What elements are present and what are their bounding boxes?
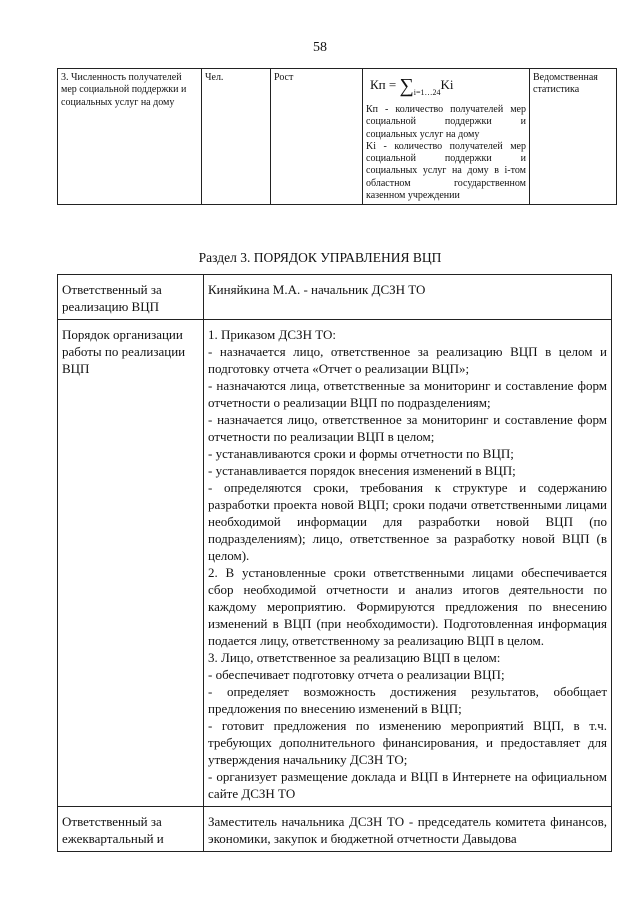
management-table [57, 274, 612, 852]
content-line: - устанавливаются сроки и формы отчетности по ВЦП; [208, 446, 514, 461]
indicator-source-cell: Ведомственная статистика [530, 69, 617, 205]
row-content [204, 320, 612, 807]
content-line: 3. Лицо, ответственное за реализацию ВЦП в целом: [208, 650, 501, 665]
table-row [58, 275, 612, 320]
content-line: - обеспечивает подготовку отчета о реализации ВЦП; [208, 667, 505, 682]
table-row [58, 320, 612, 807]
page-number: 58 [313, 40, 327, 55]
content-line: - назначается лицо, ответственное за реализацию ВЦП в целом и подготовку отчета «Отчет о реализации ВЦП»; [208, 344, 607, 376]
content-line: - устанавливается порядок внесения изменений в ВЦП; [208, 463, 516, 478]
indicator-table [57, 68, 617, 205]
row-label: Ответственный за реализацию ВЦП [58, 275, 204, 320]
content-line: Заместитель начальника ДСЗН ТО - председатель комитета финансов, экономики, закупок и бюджетной отчетности Давыдова [208, 814, 607, 846]
table-row [58, 69, 617, 205]
table-row [58, 807, 612, 852]
formula-description-2: Ki - количество получателей мер социальной поддержки и социальных услуг на дому в i-том областном государственном казенном учреждении [366, 140, 526, 202]
indicator-trend-cell: Рост [271, 69, 363, 205]
section-title: Раздел 3. ПОРЯДОК УПРАВЛЕНИЯ ВЦП [198, 250, 442, 265]
content-line: - определяет возможность достижения результатов, обобщает предложения по внесению изменений в ВЦП; [208, 684, 607, 716]
row-content [204, 807, 612, 852]
content-line: - назначается лицо, ответственное за мониторинг и составление форм отчетности по реализации ВЦП в целом; [208, 412, 607, 444]
indicator-name-cell: 3. Численность получателей мер социальной поддержки и социальных услуг на дому [58, 69, 202, 205]
indicator-unit-cell: Чел. [202, 69, 271, 205]
content-line: - определяются сроки, требования к структуре и содержанию разработки проекта новой ВЦП; сроки подачи ответственными лицами необходимой информации для разработки новой ВЦП (по подразделениям); лицо, ответственное за разработку новой ВЦП (в целом). [208, 480, 607, 563]
content-line: - организует размещение доклада и ВЦП в Интернете на официальном сайте ДСЗН ТО [208, 769, 607, 801]
formula-term: Ki [440, 77, 454, 92]
formula-description-1: Кп - количество получателей мер социальной поддержки и социальных услуг на дому [366, 104, 526, 140]
sum-range: i=1…24 [413, 88, 441, 97]
row-content [204, 275, 612, 320]
content-line: Киняйкина М.А. - начальник ДСЗН ТО [208, 282, 426, 297]
sum-symbol: ∑ [399, 75, 414, 97]
content-line: 1. Приказом ДСЗН ТО: [208, 327, 336, 342]
formula [370, 76, 526, 102]
formula-lhs: Кп = [370, 77, 400, 92]
indicator-formula-cell [363, 69, 530, 205]
content-line: - назначаются лица, ответственные за мониторинг и составление форм отчетности о реализации ВЦП по подразделениям; [208, 378, 607, 410]
content-line: - готовит предложения по изменению мероприятий ВЦП, в т.ч. требующих дополнительного финансирования, и предоставляет для утверждения начальнику ДСЗН ТО; [208, 718, 607, 767]
content-line: 2. В установленные сроки ответственными лицами обеспечивается сбор необходимой отчетности и анализ итогов деятельности по каждому мероприятию. Формируются предложения по внесению изменений в ВЦП (при необходимости). Подготовленная информация подается лицу, ответственному за реализацию ВЦП в целом. [208, 565, 607, 648]
row-label: Ответственный за ежеквартальный и [58, 807, 204, 852]
row-label: Порядок организации работы по реализации ВЦП [58, 320, 204, 807]
